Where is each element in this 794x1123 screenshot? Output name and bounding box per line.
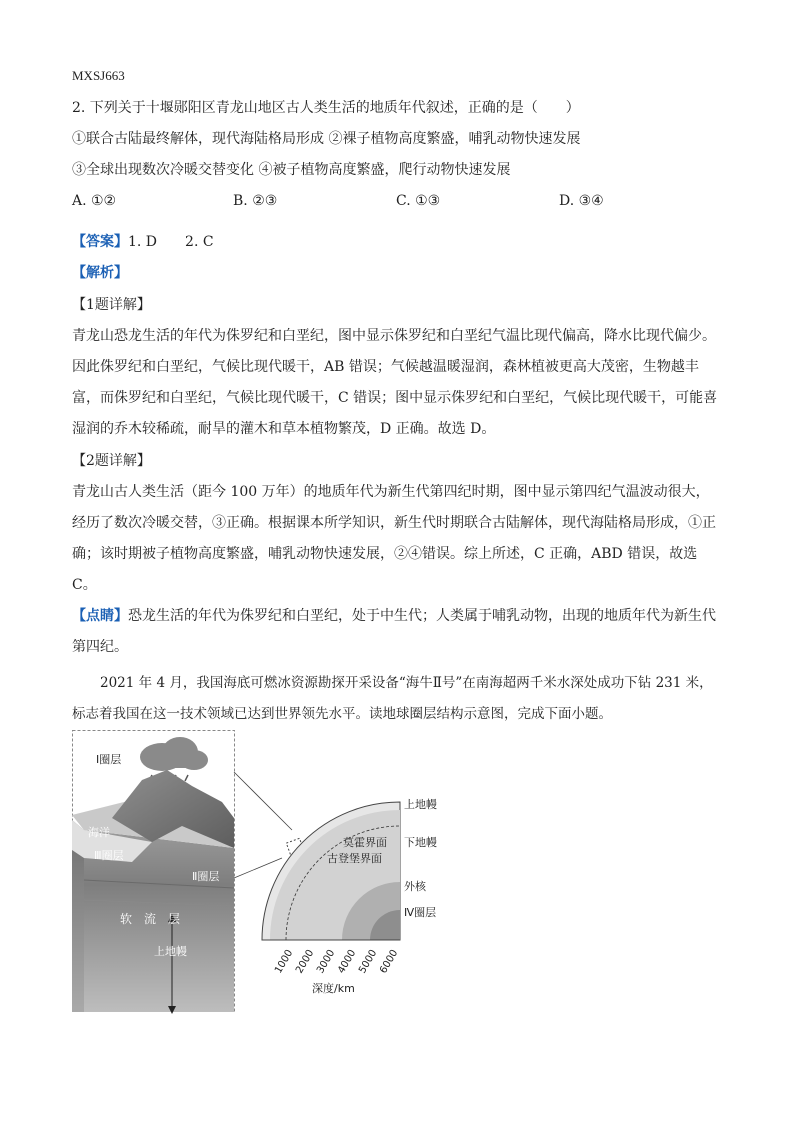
tick-label: 4000	[336, 947, 359, 976]
label-outer-core: 外核	[404, 880, 426, 893]
tick-label: 6000	[378, 947, 401, 976]
option-a: A. ①②	[72, 193, 117, 209]
detail-2-line: 确；该时期被子植物高度繁盛，哺乳动物快速发展，②④错误。综上所述，C 正确，ABD 错误，故选	[72, 546, 698, 562]
tick-label: 5000	[357, 947, 380, 976]
question-2-statements-3-4: ③全球出现数次冷暖交替变化 ④被子植物高度繁盛，爬行动物快速发展	[72, 162, 511, 178]
option-b: B. ②③	[233, 193, 278, 209]
tick-label: 1000	[273, 947, 296, 976]
label-right-upper-mantle: 上地幔	[404, 798, 437, 811]
detail-2-line: 经历了数次冷暖交替，③正确。根据课本所学知识，新生代时期联合古陆解体，现代海陆格局形成，①正	[72, 515, 716, 531]
answer-text: 1. D 2. C	[128, 234, 214, 250]
earth-interior-section	[262, 802, 400, 940]
detail-2-line: C。	[72, 577, 97, 593]
comment-line	[72, 606, 716, 626]
answer-tag: 【答案】	[72, 234, 128, 250]
tick-label: 2000	[294, 947, 317, 976]
comment-line: 第四纪。	[72, 639, 128, 655]
next-stem-line: 标志着我国在这一技术领域已达到世界领先水平。读地球圈层结构示意图，完成下面小题。	[72, 706, 612, 722]
label-moho: 莫霍界面	[343, 836, 387, 849]
label-lower-mantle: 下地幔	[404, 836, 437, 849]
detail-1-line: 湿润的乔木较稀疏，耐旱的灌木和草本植物繁茂，D 正确。故选 D。	[72, 421, 496, 437]
label-layer-3: Ⅲ圈层	[94, 849, 124, 862]
label-asthenosphere: 软 流 层	[120, 912, 181, 926]
label-gutenberg: 古登堡界面	[327, 852, 382, 865]
comment-tag: 【点睛】	[72, 608, 128, 624]
detail-1-tag: 【1题详解】	[72, 297, 151, 313]
detail-1-line: 因此侏罗纪和白垩纪，气候比现代暖干，AB 错误；气候越温暖湿润，森林植被更高大茂密，生物越丰	[72, 359, 699, 375]
question-2-stem: 2. 下列关于十堰郧阳区青龙山地区古人类生活的地质年代叙述，正确的是（ ）	[72, 100, 580, 116]
next-stem-line: 2021 年 4 月，我国海底可燃冰资源勘探开采设备“海牛Ⅱ号”在南海超两千米水深处成功下钻 231 米，	[100, 675, 713, 691]
label-ocean: 海洋	[88, 826, 110, 839]
option-d: D. ③④	[559, 193, 604, 209]
earth-sphere-block-diagram	[72, 730, 437, 1012]
label-layer-1: Ⅰ圈层	[96, 753, 122, 766]
comment-text: 恐龙生活的年代为侏罗纪和白垩纪，处于中生代；人类属于哺乳动物，出现的地质年代为新生代	[128, 608, 716, 624]
answer-line	[72, 232, 214, 252]
cloud-icon	[140, 737, 208, 771]
label-layer-2: Ⅱ圈层	[192, 870, 220, 883]
document-code: MXSJ663	[72, 68, 125, 83]
question-2-statements-1-2: ①联合古陆最终解体，现代海陆格局形成 ②裸子植物高度繁盛，哺乳动物快速发展	[72, 131, 581, 147]
label-layer-4: Ⅳ圈层	[404, 906, 437, 919]
tick-label: 3000	[315, 947, 338, 976]
label-upper-mantle: 上地幔	[154, 945, 187, 958]
depth-axis-label: 深度/km	[312, 982, 355, 995]
option-c: C. ①③	[396, 193, 441, 209]
detail-1-line: 青龙山恐龙生活的年代为侏罗纪和白垩纪，图中显示侏罗纪和白垩纪气温比现代偏高，降水比现代偏少。	[72, 328, 716, 344]
analysis-tag: 【解析】	[72, 265, 128, 281]
detail-2-tag: 【2题详解】	[72, 453, 151, 469]
detail-2-line: 青龙山古人类生活（距今 100 万年）的地质年代为新生代第四纪时期，图中显示第四纪气温波动很大，	[72, 484, 710, 500]
detail-1-line: 富，而侏罗纪和白垩纪，气候比现代暖干，C 错误；图中显示侏罗纪和白垩纪，气候比现代暖干，可能喜	[72, 390, 718, 406]
